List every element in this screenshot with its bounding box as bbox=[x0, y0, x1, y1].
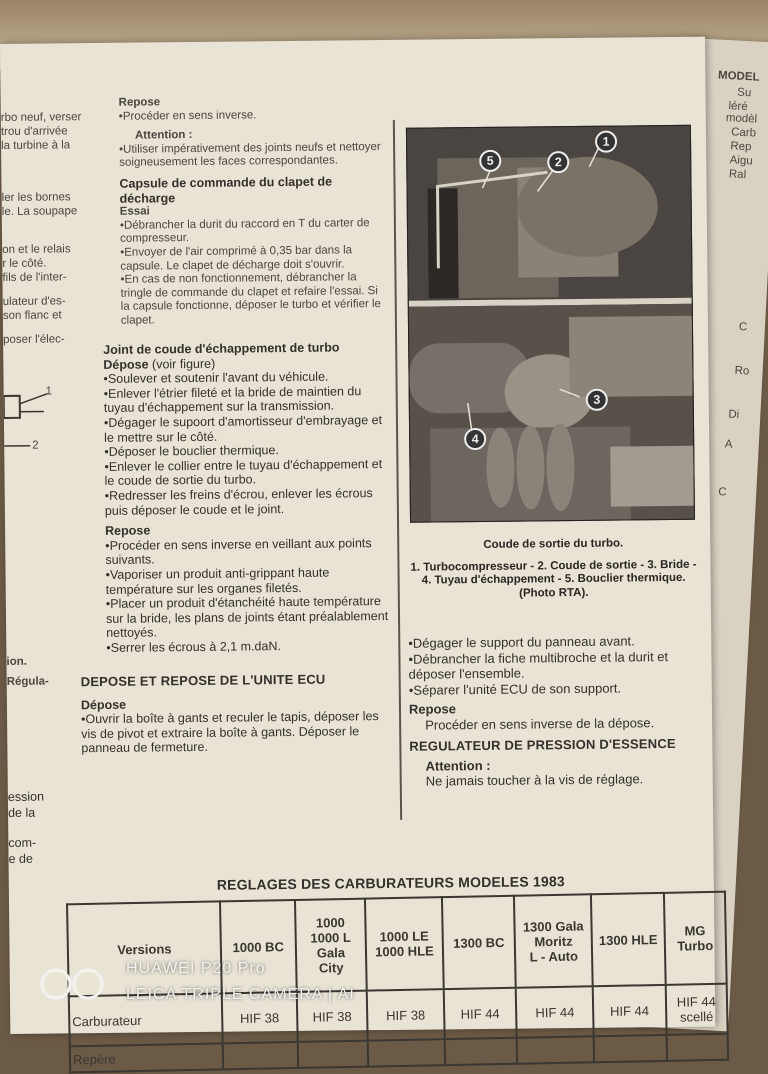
ecu-depose-item: • Ouvrir la boîte à gants et reculer le tapis, déposer les vis de pivot et extraire la boîte à gants. Déposer le panneau de fermeture. bbox=[81, 709, 391, 756]
left-fragment: le. La soupape bbox=[2, 205, 78, 219]
watermark-line2: LEICA TRIPLE CAMERA | AI bbox=[126, 986, 355, 1004]
header-cell: 1000 LE 1000 HLE bbox=[365, 897, 443, 990]
essai-item: • Débrancher la durit du raccord en T du carter de compresseur. bbox=[120, 217, 388, 247]
repose-heading: Repose bbox=[119, 94, 387, 110]
right-fragment: Rep bbox=[730, 140, 752, 155]
right-fragment: Su bbox=[737, 87, 752, 101]
photo-callout-2: 2 bbox=[547, 151, 569, 173]
ecu-section bbox=[81, 672, 392, 756]
right-fragment: C bbox=[718, 486, 727, 500]
joint-heading: Joint de coude d'échappement de turbo bbox=[103, 340, 389, 358]
capsule-heading: Capsule de commande du clapet de décharge bbox=[119, 174, 387, 206]
photo-caption bbox=[405, 537, 702, 602]
right-fragment: léré bbox=[728, 100, 748, 115]
depose-item: • Enlever l'étrier fileté et la bride de maintien du tuyau d'échappement sur la transmission. bbox=[104, 384, 390, 416]
essai-item: • En cas de non fonctionnement, débrancher la tringle de commande du clapet et refaire l'essai. Si la capsule fonctionne, déposer le turbo et vérifier le clapet. bbox=[120, 271, 389, 328]
left-fragment: trou d'arrivée bbox=[1, 125, 68, 139]
depose-item: • Enlever le collier entre le tuyau d'échappement et le coude de sortie du turbo. bbox=[104, 457, 390, 489]
right-fragment: Ro bbox=[734, 365, 749, 379]
table-cell: HIF 38 bbox=[367, 989, 444, 1040]
left-fragment: de la bbox=[8, 806, 35, 821]
photo-callout-1: 1 bbox=[595, 131, 617, 153]
ecu-item: • Débrancher la fiche multibroche et la durit et déposer l'ensemble. bbox=[408, 648, 708, 682]
attention-text: • Utiliser impérativement des joints neufs et nettoyer soigneusement les faces correspondantes. bbox=[119, 141, 387, 171]
column-divider bbox=[393, 120, 402, 820]
table-cell: HIF 38 bbox=[222, 992, 297, 1043]
table-cell: HIF 38 bbox=[296, 991, 368, 1042]
depose-item: • Soulever et soutenir l'avant du véhicule. bbox=[103, 369, 389, 387]
table-cell: Carburateur bbox=[69, 993, 223, 1046]
regulateur-heading: REGULATEUR DE PRESSION D'ESSENCE bbox=[409, 736, 709, 755]
left-fragment: son flanc et bbox=[3, 309, 62, 323]
repose-item: • Vaporiser un produit anti-grippant haute température sur les organes filetés. bbox=[105, 565, 391, 597]
repose-item: • Procéder en sens inverse en veillant aux points suivants. bbox=[105, 536, 391, 568]
ecu-item: • Séparer l'unité ECU de son support. bbox=[409, 679, 709, 698]
header-cell: 1000 BC bbox=[220, 900, 296, 993]
left-fragment: on et le relais bbox=[2, 243, 71, 257]
left-fragment: poser l'élec- bbox=[3, 333, 65, 347]
table-cell: HIF 44 bbox=[516, 986, 594, 1037]
depose-item: • Redresser les freins d'écrou, enlever les écrous puis déposer le coude et le joint. bbox=[105, 486, 391, 518]
repose-item: • Serrer les écrous à 2,1 m.daN. bbox=[106, 638, 392, 656]
photo-callout-4: 4 bbox=[464, 428, 486, 450]
essai-item: • Envoyer de l'air comprimé à 0,35 bar dans la capsule. Le clapet de décharge doit s'ouvrir. bbox=[120, 244, 388, 274]
left-fragment: rbo neuf, verser bbox=[1, 111, 82, 125]
left-fragment: e de bbox=[8, 852, 32, 867]
table-cell: HIF 44 scellé bbox=[665, 984, 727, 1035]
caption-text: 1. Turbocompresseur - 2. Coude de sortie - 3. Bride - 4. Tuyau d'échappement - 5. Bouclier thermique. (Photo RTA). bbox=[405, 558, 701, 602]
depose-item: • Dégager le supoort d'amortisseur d'embrayage et le mettre sur le côté. bbox=[104, 413, 390, 445]
left-fragment: ion. bbox=[6, 656, 27, 670]
right-fragment: MODEL bbox=[718, 70, 760, 86]
header-cell: 1000 1000 L Gala City bbox=[295, 899, 367, 992]
depose-item: • Déposer le bouclier thermique. bbox=[104, 442, 390, 460]
attention-heading: Attention : bbox=[135, 127, 387, 143]
left-fragment: fils de l'inter- bbox=[2, 271, 66, 285]
table-cell: HIF 44 bbox=[443, 988, 517, 1039]
ecu-heading: DEPOSE ET REPOSE DE L'UNITE ECU bbox=[81, 672, 391, 690]
repose-line: • Procéder en sens inverse. bbox=[119, 108, 387, 124]
attention-text: Ne jamais toucher à la vis de réglage. bbox=[426, 771, 710, 789]
column-a bbox=[119, 94, 389, 328]
repose-heading: Repose bbox=[105, 521, 391, 539]
header-cell: 1300 BC bbox=[442, 896, 516, 989]
left-figure-label: 2 bbox=[32, 440, 39, 454]
right-fragment: A bbox=[724, 438, 732, 452]
column-b bbox=[408, 633, 710, 790]
photo-callout-3: 3 bbox=[586, 389, 608, 411]
left-fragment: r le côté. bbox=[2, 258, 46, 272]
right-fragment: Di bbox=[728, 409, 740, 423]
watermark-line1: HUAWEI P20 Pro bbox=[126, 960, 266, 978]
depose-heading: Dépose bbox=[103, 357, 148, 371]
table-cell: HIF 44 bbox=[593, 985, 667, 1036]
ecu-item: • Dégager le support du panneau avant. bbox=[408, 633, 708, 652]
header-versions: Versions bbox=[67, 901, 222, 996]
left-figure-label: 1 bbox=[46, 385, 53, 399]
left-fragment: ler les bornes bbox=[2, 191, 71, 205]
ecu-depose-heading: Dépose bbox=[81, 695, 391, 713]
turbo-photo bbox=[406, 125, 695, 523]
right-fragment: modèl bbox=[725, 112, 757, 127]
column-a-lower bbox=[103, 340, 392, 655]
right-fragment: Carb bbox=[731, 126, 757, 141]
left-fragment: ession bbox=[8, 790, 44, 805]
right-fragment: Aigu bbox=[729, 154, 753, 169]
repose-item: • Placer un produit d'étanchéité haute température sur la bride, les plans de joints étant préalablement nettoyés. bbox=[106, 594, 392, 641]
left-fragment: la turbine à la bbox=[1, 139, 70, 153]
repose-text: Procéder en sens inverse de la dépose. bbox=[425, 714, 709, 732]
right-fragment: C bbox=[739, 321, 748, 335]
attention-heading: Attention : bbox=[426, 755, 710, 773]
header-cell: MG Turbo bbox=[664, 892, 727, 985]
left-fragment: com- bbox=[8, 836, 36, 851]
caption-title: Coude de sortie du turbo. bbox=[405, 537, 701, 554]
manual-page bbox=[0, 37, 715, 1034]
table-title: REGLAGES DES CARBURATEURS MODELES 1983 bbox=[217, 874, 565, 892]
carburetor-table bbox=[66, 891, 729, 1074]
depose-note: (voir figure) bbox=[152, 356, 215, 371]
left-fragment: ulateur d'es- bbox=[3, 295, 66, 309]
essai-heading: Essai bbox=[120, 203, 388, 219]
header-cell: 1300 HLE bbox=[591, 893, 665, 986]
table-header-row bbox=[67, 892, 727, 997]
table-cell: Repère bbox=[70, 1043, 224, 1072]
left-fragment: Régula- bbox=[7, 676, 49, 690]
header-cell: 1300 Gala Moritz L - Auto bbox=[514, 894, 593, 987]
right-fragment: Ral bbox=[729, 168, 747, 182]
photo-callout-5: 5 bbox=[479, 150, 501, 172]
repose-heading: Repose bbox=[409, 699, 709, 718]
camera-logo-icon bbox=[38, 966, 108, 1002]
